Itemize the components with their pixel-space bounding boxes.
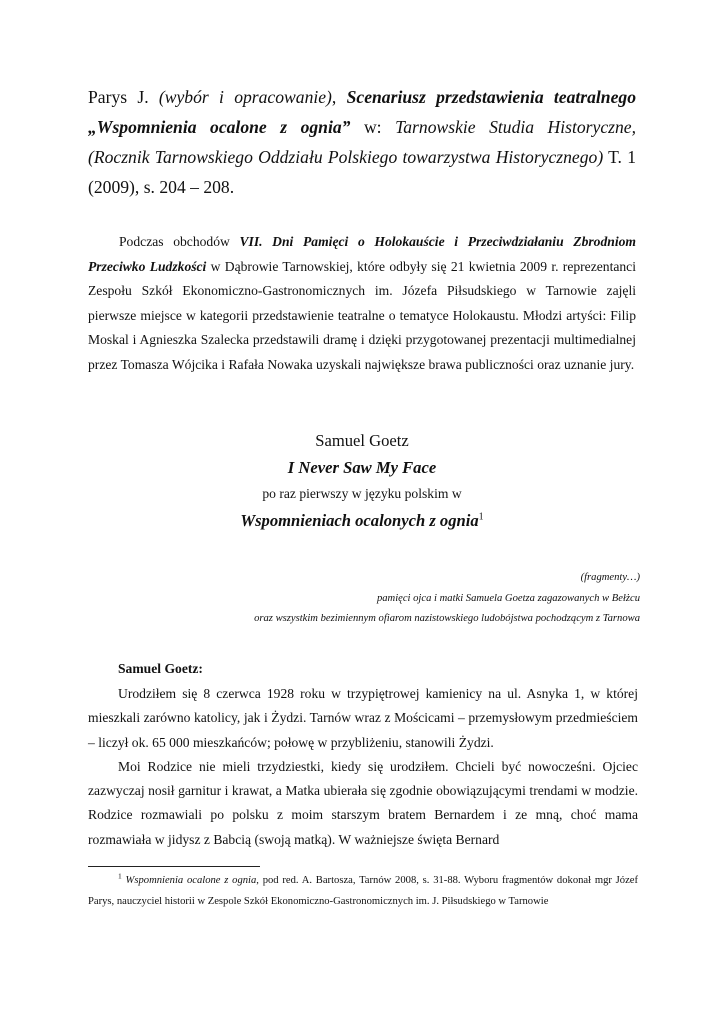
memoir-paragraph: Moi Rodzice nie mieli trzydziestki, kiedy się urodziłem. Chcieli być nowocześni. Ojciec zazwyczaj nosił garnitur i krawat, a Matka ubierała się zgodnie obowiązującymi trendami w modzie. Rodzice rozmawiali po polsku z moim starszym bratem Bernardem i ze mną, choć mama rozmawiała w jidysz z Babcią (swoją matką). W ważniejsze święta Bernard	[88, 758, 638, 847]
intro-paragraph	[88, 230, 636, 378]
citation-journal: Tarnowskie Studia Historyczne, (Rocznik Tarnowskiego Oddziału Polskiego towarzystwa Historycznego)	[88, 117, 637, 167]
citation-volume: T. 1 (2009), s. 204 – 208.	[88, 147, 636, 197]
dedication-line-fragments: (fragmenty…)	[580, 572, 640, 583]
memoir-paragraph: Urodziłem się 8 czerwca 1928 roku w trzypiętrowej kamienicy na ul. Asnyka 1, w której mieszkali zarówno katolicy, jak i Żydzi. Tarnów wraz z Mościcami – przemysłowym przedmieściem – liczył ok. 65 000 mieszkańców; połowę w przybliżeniu, stanowili Żydzi.	[88, 686, 638, 750]
footnote-title: Wspomnienia ocalone z ognia	[125, 875, 257, 886]
work-author: Samuel Goetz	[315, 431, 409, 450]
intro-text-start: Podczas obchodów	[119, 234, 240, 249]
footnote-text: , pod red. A. Bartosza, Tarnów 2008, s. 31-88. Wyboru fragmentów dokonał mgr Józef Parys, nauczyciel historii w Zespole Szkół Ekonomiczno-Gastronomicznych im. J. Piłsudskiego w Tarnowie	[88, 875, 639, 907]
citation-in: w:	[350, 117, 396, 137]
first-time-note: po raz pierwszy w języku polskim w	[262, 486, 462, 501]
intro-event-name: VII. Dni Pamięci o Holokauście i Przeciwdziałaniu Zbrodniom Przeciwko Ludzkości	[88, 234, 636, 274]
polish-title	[88, 507, 636, 535]
bibliographic-citation	[88, 82, 636, 202]
footnote	[88, 870, 638, 912]
polish-title-text: Wspomnieniach ocalonych z ognia	[240, 511, 479, 530]
footnote-reference: 1	[478, 511, 484, 523]
citation-author: Parys J.	[88, 87, 149, 107]
footnote-mark: 1	[118, 871, 122, 881]
dedication-line-parents: pamięci ojca i matki Samuela Goetza zagazowanych w Bełżcu	[376, 592, 640, 604]
work-heading	[88, 427, 636, 535]
intro-text-rest: w Dąbrowie Tarnowskiej, które odbyły się 21 kwietnia 2009 r. reprezentanci Zespołu Szkół Ekonomiczno-Gastronomicznych im. Józefa Piłsudskiego w Tarnowie zajęli pierwsze miejsce w kategorii przedstawienie teatralne o tematyce Holokaustu. Młodzi artyści: Filip Moskal i Agnieszka Szalecka przedstawili dramę i dzięki przygotowanej prezentacji multimedialnej przez Tomasza Wójcika i Rafała Nowaka uzyskali największe brawa publiczności oraz uznanie jury.	[88, 258, 636, 372]
footnote-separator	[88, 866, 260, 867]
citation-title: Scenariusz przedstawienia teatralnego „Wspomnienia ocalone z ognia”	[88, 87, 636, 137]
citation-separator: ,	[331, 87, 347, 107]
dedication	[88, 568, 640, 630]
memoir-text	[88, 682, 638, 852]
dedication-line-victims: oraz wszystkim bezimiennym ofiarom nazistowskiego ludobójstwa pochodzącym z Tarnowa	[254, 613, 640, 624]
speaker-label: Samuel Goetz:	[118, 661, 203, 676]
citation-role: (wybór i opracowanie)	[158, 87, 332, 107]
work-title: I Never Saw My Face	[287, 458, 437, 477]
